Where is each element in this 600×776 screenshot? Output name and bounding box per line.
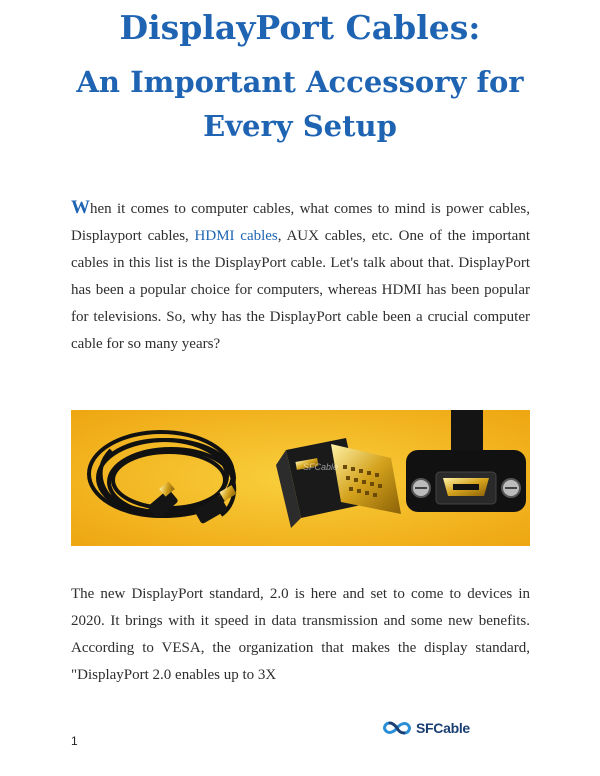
cables-photo <box>71 410 530 546</box>
photo-watermark: SFCable <box>303 462 339 472</box>
intro-text-before-link: hen it comes to computer cables, what comes to mind is power cables, Displayport cables, <box>71 201 530 244</box>
sfcable-logo-icon <box>382 719 412 737</box>
body-paragraph-2: The new DisplayPort standard, 2.0 is here and set to come to devices in 2020. It brings with it speed in data transmission and some new benefits. According to VESA, the organization that makes the display standard, "DisplayPort 2.0 enables up to 3X <box>71 586 530 683</box>
document-title-line-1: DisplayPort Cables: <box>119 8 481 47</box>
cables-photo-illustration <box>71 410 530 546</box>
hdmi-cables-link[interactable]: HDMI cables <box>194 228 278 244</box>
sfcable-logo <box>382 716 470 740</box>
drop-cap: W <box>71 197 90 218</box>
document-title-line-3: Every Setup <box>203 109 397 143</box>
document-title-line-2: An Important Accessory for <box>76 65 524 99</box>
sfcable-logo-text: SFCable <box>416 720 470 736</box>
intro-paragraph <box>71 194 530 358</box>
page-number: 1 <box>71 734 78 748</box>
intro-text-after-link: , AUX cables, etc. One of the important cables in this list is the DisplayPort cable. Let's talk about that. DisplayPort has been a popular choice for computers, whereas HDMI has been popular for televisions. So, why has the DisplayPort cable been a crucial computer cable for so many years? <box>71 228 531 352</box>
